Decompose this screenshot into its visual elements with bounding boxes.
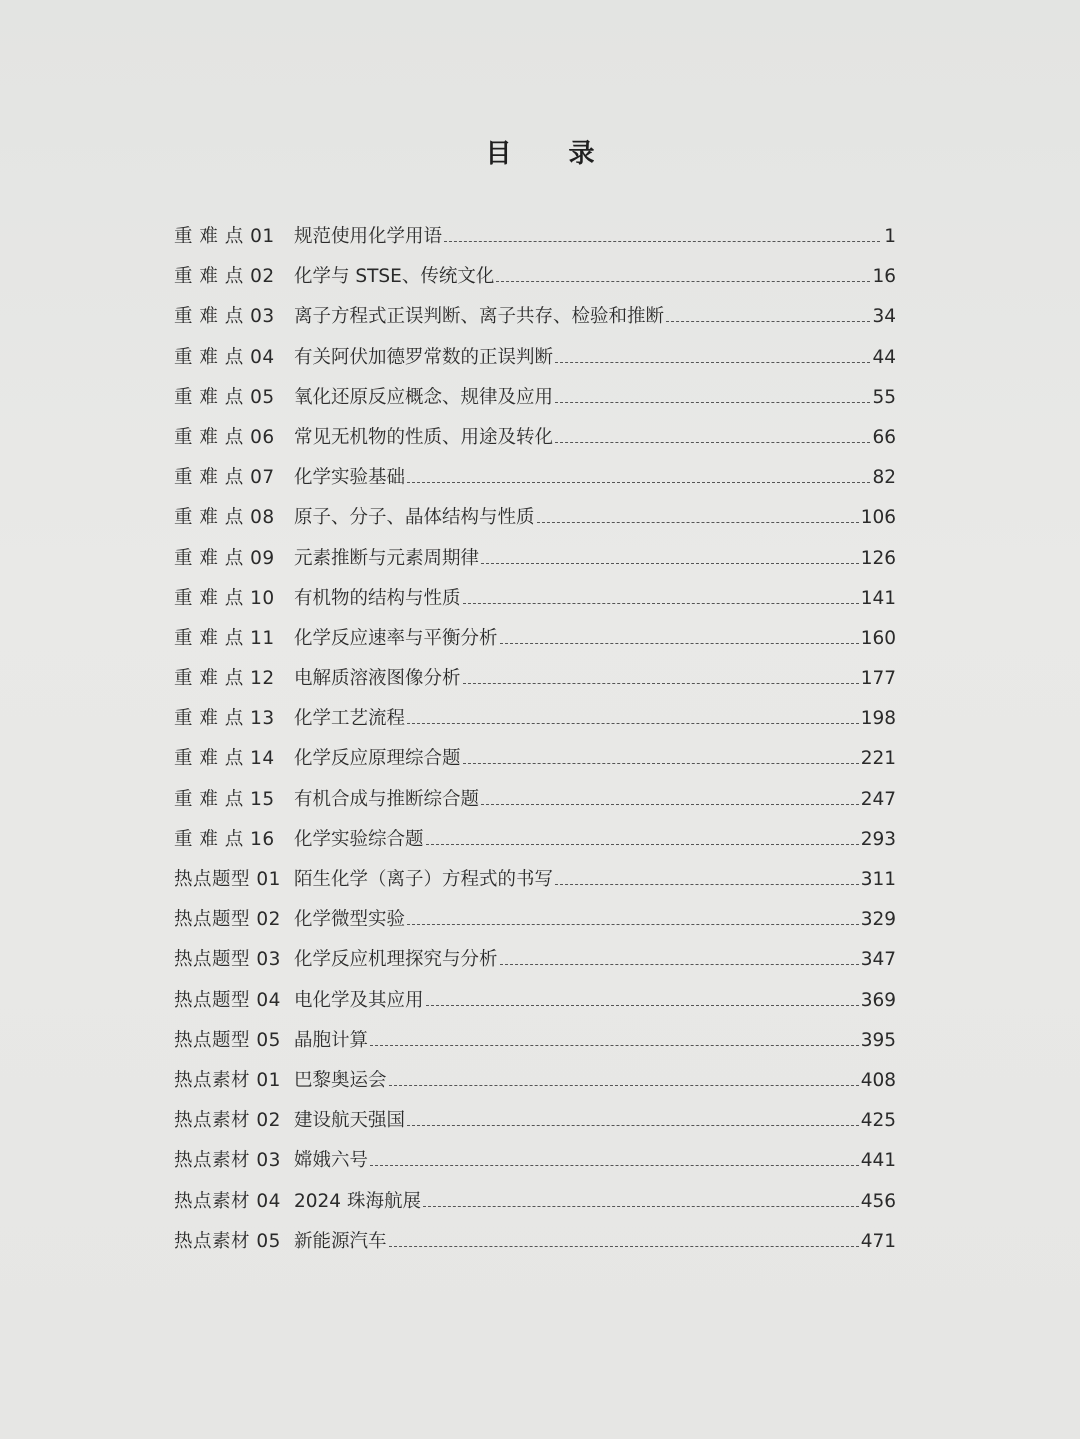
toc-dotted-leader [500, 642, 859, 644]
toc-dotted-leader [537, 521, 859, 523]
toc-page-number: 221 [860, 748, 896, 770]
table-of-contents [174, 222, 896, 1267]
toc-dotted-leader [407, 1124, 859, 1126]
toc-entry-title: 晶胞计算 [294, 1029, 369, 1051]
toc-entry-title: 有关阿伏加德罗常数的正误判断 [294, 346, 554, 368]
toc-entry-number: 重 难 点 10 [174, 587, 275, 609]
toc-entry-title: 规范使用化学用语 [294, 226, 443, 247]
toc-entry-number: 热点题型 05 [174, 1029, 281, 1051]
toc-entry [174, 1187, 896, 1227]
toc-entry-number: 重 难 点 14 [174, 748, 275, 770]
toc-dotted-leader [463, 762, 859, 764]
toc-entry-number: 热点素材 05 [174, 1230, 281, 1252]
toc-page-number: 408 [860, 1069, 896, 1091]
toc-page-number: 177 [860, 668, 896, 690]
toc-entry-title: 有机物的结构与性质 [294, 587, 461, 609]
toc-entry-title: 2024 珠海航展 [294, 1190, 421, 1212]
toc-entry [174, 262, 896, 302]
toc-dotted-leader [426, 1004, 859, 1006]
toc-page-number: 34 [872, 306, 896, 328]
toc-entry-number: 热点题型 01 [174, 869, 281, 890]
toc-entry-number: 重 难 点 16 [174, 828, 275, 850]
toc-entry-title: 化学微型实验 [294, 909, 406, 931]
toc-page-number: 141 [860, 587, 896, 609]
toc-page-number: 329 [860, 909, 896, 931]
toc-entry [174, 1066, 896, 1106]
toc-page-number: 106 [860, 507, 896, 529]
toc-page-number: 456 [860, 1190, 896, 1212]
toc-page-number: 16 [872, 266, 896, 288]
toc-entry-title: 元素推断与元素周期律 [294, 547, 480, 569]
toc-dotted-leader [496, 280, 870, 282]
toc-entry [174, 423, 896, 463]
toc-dotted-leader [444, 240, 880, 242]
toc-entry-title: 电化学及其应用 [294, 989, 424, 1011]
toc-entry-title: 氧化还原反应概念、规律及应用 [294, 386, 554, 408]
toc-dotted-leader [426, 843, 859, 845]
toc-entry [174, 1146, 896, 1186]
toc-entry [174, 544, 896, 584]
toc-entry [174, 744, 896, 784]
toc-entry-title: 化学反应速率与平衡分析 [294, 627, 498, 649]
toc-entry [174, 624, 896, 664]
toc-page-number: 126 [860, 547, 896, 569]
toc-dotted-leader [481, 803, 859, 805]
toc-page-number: 160 [860, 627, 896, 649]
toc-entry [174, 986, 896, 1026]
toc-page-number: 395 [860, 1029, 896, 1051]
toc-dotted-leader [555, 441, 870, 443]
toc-page-number: 55 [872, 386, 896, 408]
toc-entry [174, 1106, 896, 1146]
toc-dotted-leader [407, 923, 859, 925]
toc-dotted-leader [370, 1164, 859, 1166]
toc-entry [174, 584, 896, 624]
toc-dotted-leader [423, 1205, 859, 1207]
toc-entry-title: 常见无机物的性质、用途及转化 [294, 426, 554, 448]
toc-entry-number: 重 难 点 02 [174, 266, 275, 288]
toc-dotted-leader [463, 682, 859, 684]
toc-entry-title: 离子方程式正误判断、离子共存、检验和推断 [294, 306, 665, 328]
toc-page-number: 44 [872, 346, 896, 368]
toc-entry-number: 重 难 点 06 [174, 426, 275, 448]
toc-entry-title: 陌生化学（离子）方程式的书写 [294, 869, 554, 890]
toc-page-number: 198 [860, 708, 896, 730]
page-title: 目 录 [485, 139, 619, 169]
toc-entry [174, 825, 896, 865]
toc-entry-title: 新能源汽车 [294, 1230, 387, 1252]
toc-entry-title: 建设航天强国 [294, 1110, 406, 1132]
toc-page-number: 441 [860, 1150, 896, 1172]
toc-dotted-leader [555, 361, 870, 363]
toc-dotted-leader [389, 1245, 859, 1247]
toc-entry-title: 化学实验基础 [294, 467, 406, 489]
toc-entry-number: 重 难 点 03 [174, 306, 275, 328]
toc-entry-title: 原子、分子、晶体结构与性质 [294, 507, 535, 529]
toc-entry [174, 1026, 896, 1066]
toc-page-number: 347 [860, 949, 896, 971]
toc-page-number: 471 [860, 1230, 896, 1252]
toc-page-number: 311 [860, 869, 896, 890]
toc-entry-title: 有机合成与推断综合题 [294, 788, 480, 810]
toc-page-number: 1 [884, 226, 896, 247]
toc-entry [174, 704, 896, 744]
toc-dotted-leader [500, 963, 859, 965]
toc-entry-number: 重 难 点 09 [174, 547, 275, 569]
toc-entry-title: 化学工艺流程 [294, 708, 406, 730]
toc-entry-number: 重 难 点 07 [174, 467, 275, 489]
toc-dotted-leader [555, 401, 870, 403]
toc-page-number: 369 [860, 989, 896, 1011]
toc-page-number: 82 [872, 467, 896, 489]
toc-page-number: 425 [860, 1110, 896, 1132]
toc-entry-title: 化学反应原理综合题 [294, 748, 461, 770]
toc-entry-title: 巴黎奥运会 [294, 1069, 387, 1091]
toc-entry-title: 嫦娥六号 [294, 1150, 369, 1172]
toc-entry [174, 1227, 896, 1267]
toc-entry-number: 重 难 点 04 [174, 346, 275, 368]
toc-dotted-leader [463, 602, 859, 604]
toc-dotted-leader [370, 1044, 859, 1046]
toc-entry-title: 化学反应机理探究与分析 [294, 949, 498, 971]
toc-entry-number: 热点题型 04 [174, 989, 281, 1011]
toc-entry [174, 302, 896, 342]
toc-entry-number: 热点素材 04 [174, 1190, 281, 1212]
toc-entry [174, 945, 896, 985]
toc-entry-number: 热点题型 02 [174, 909, 281, 931]
toc-entry [174, 383, 896, 423]
toc-entry-number: 重 难 点 12 [174, 668, 275, 690]
toc-entry [174, 343, 896, 383]
toc-entry-number: 重 难 点 05 [174, 386, 275, 408]
toc-entry [174, 664, 896, 704]
toc-entry [174, 222, 896, 262]
toc-entry [174, 865, 896, 905]
toc-entry-number: 重 难 点 08 [174, 507, 275, 529]
toc-dotted-leader [481, 562, 859, 564]
toc-entry-number: 热点素材 02 [174, 1110, 281, 1132]
toc-page-number: 293 [860, 828, 896, 850]
toc-entry [174, 905, 896, 945]
toc-dotted-leader [555, 883, 859, 885]
toc-dotted-leader [407, 481, 870, 483]
toc-dotted-leader [389, 1084, 859, 1086]
toc-entry-title: 化学实验综合题 [294, 828, 424, 850]
toc-dotted-leader [407, 722, 859, 724]
toc-entry [174, 503, 896, 543]
toc-entry-number: 热点素材 01 [174, 1069, 281, 1091]
toc-dotted-leader [666, 320, 870, 322]
toc-page-number: 66 [872, 426, 896, 448]
toc-page-number: 247 [860, 788, 896, 810]
toc-entry [174, 463, 896, 503]
toc-entry [174, 785, 896, 825]
toc-entry-number: 重 难 点 11 [174, 627, 275, 649]
toc-entry-title: 电解质溶液图像分析 [294, 668, 461, 690]
toc-entry-number: 热点题型 03 [174, 949, 281, 971]
toc-entry-title: 化学与 STSE、传统文化 [294, 266, 495, 288]
toc-entry-number: 重 难 点 15 [174, 788, 275, 810]
toc-entry-number: 重 难 点 01 [174, 226, 275, 247]
toc-entry-number: 重 难 点 13 [174, 708, 275, 730]
toc-entry-number: 热点素材 03 [174, 1150, 281, 1172]
